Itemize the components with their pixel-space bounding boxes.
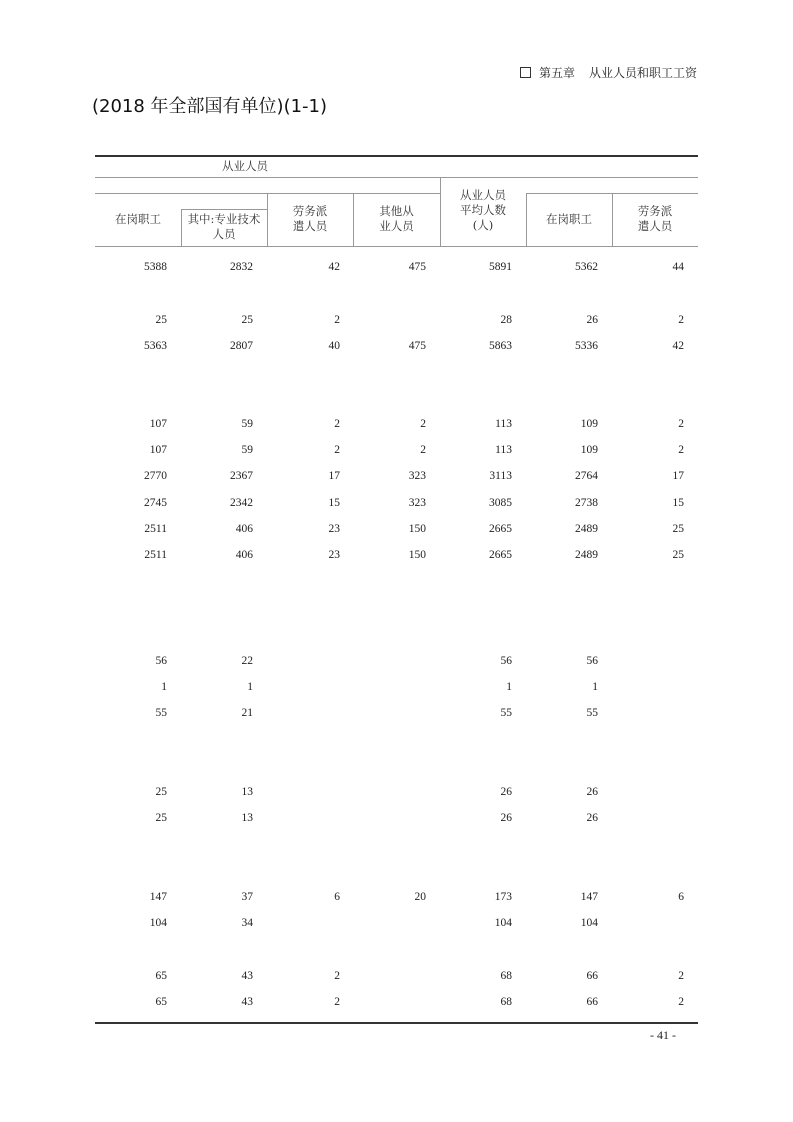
table-cell: 2770	[144, 470, 167, 482]
table-cell: 475	[408, 340, 426, 352]
table-cell: 475	[408, 261, 426, 273]
table-cell: 44	[672, 261, 684, 273]
table-row	[95, 891, 698, 907]
table-cell: 2	[334, 996, 340, 1008]
table-cell: 15	[328, 497, 340, 509]
table-row	[95, 917, 698, 933]
table-cell: 2807	[230, 340, 253, 352]
table-cell: 56	[500, 655, 512, 667]
table-cell: 28	[500, 314, 512, 326]
table-cell: 68	[500, 970, 512, 982]
table-row	[95, 261, 698, 277]
table-cell: 104	[580, 917, 598, 929]
table-cell: 2745	[144, 497, 167, 509]
table-cell: 2	[678, 970, 684, 982]
table-row	[95, 314, 698, 330]
column-header-line: 在岗职工	[546, 212, 592, 226]
table-cell: 2489	[575, 523, 598, 535]
table-cell: 323	[408, 470, 426, 482]
table-cell: 2511	[144, 549, 167, 561]
table-cell: 17	[328, 470, 340, 482]
table-cell: 2832	[230, 261, 253, 273]
table-cell: 1	[506, 681, 512, 693]
table-cell: 2	[334, 444, 340, 456]
table-bottom-rule	[95, 1022, 698, 1024]
table-cell: 406	[235, 523, 253, 535]
table-cell: 104	[149, 917, 167, 929]
column-header	[181, 212, 267, 242]
table-cell: 2	[420, 418, 426, 430]
table-cell: 2	[678, 314, 684, 326]
table-cell: 113	[495, 444, 512, 456]
column-header	[440, 188, 526, 233]
table-cell: 37	[241, 891, 253, 903]
table-cell: 25	[241, 314, 253, 326]
table-cell: 55	[500, 707, 512, 719]
table-cell: 15	[672, 497, 684, 509]
table-row	[95, 497, 698, 513]
table-cell: 2	[678, 444, 684, 456]
page-title: (2018 年全部国有单位)(1-1)	[92, 96, 328, 117]
table-cell: 2342	[230, 497, 253, 509]
table-top-rule	[95, 155, 698, 157]
table-cell: 25	[672, 523, 684, 535]
table-cell: 23	[328, 549, 340, 561]
table-cell: 5336	[575, 340, 598, 352]
table-cell: 56	[586, 655, 598, 667]
table-cell: 2367	[230, 470, 253, 482]
table-cell: 21	[241, 707, 253, 719]
table-cell: 25	[155, 314, 167, 326]
subbox-top-rule	[181, 209, 267, 210]
table-cell: 26	[500, 786, 512, 798]
table-cell: 13	[241, 812, 253, 824]
table-row	[95, 470, 698, 486]
table-cell: 43	[241, 996, 253, 1008]
table-cell: 5863	[489, 340, 512, 352]
table-cell: 65	[155, 996, 167, 1008]
table-cell: 2489	[575, 549, 598, 561]
table-cell: 23	[328, 523, 340, 535]
table-row	[95, 340, 698, 356]
table-cell: 43	[241, 970, 253, 982]
table-row	[95, 681, 698, 697]
table-cell: 65	[155, 970, 167, 982]
table-cell: 55	[586, 707, 598, 719]
column-header-line: 劳务派	[637, 204, 673, 218]
column-header-line: 其中:专业技术	[187, 212, 261, 226]
table-row	[95, 996, 698, 1012]
column-header-line: 业人员	[379, 219, 414, 233]
chapter-title: 从业人员和职工工资	[588, 66, 697, 80]
table-cell: 20	[414, 891, 426, 903]
table-cell: 66	[586, 996, 598, 1008]
column-header-line: 从业人员	[460, 188, 506, 202]
column-header-line: 人员	[212, 227, 236, 241]
table-cell: 66	[586, 970, 598, 982]
table-cell: 25	[155, 812, 167, 824]
column-header	[353, 204, 440, 234]
table-cell: 40	[328, 340, 340, 352]
table-cell: 26	[500, 812, 512, 824]
table-cell: 2	[678, 996, 684, 1008]
table-cell: 2	[678, 418, 684, 430]
table-row	[95, 523, 698, 539]
table-cell: 2738	[575, 497, 598, 509]
group-header: 从业人员	[222, 159, 268, 173]
table-cell: 2	[334, 418, 340, 430]
table-cell: 109	[580, 444, 598, 456]
table-cell: 13	[241, 786, 253, 798]
table-cell: 2511	[144, 523, 167, 535]
table-cell: 59	[241, 444, 253, 456]
column-header	[267, 204, 353, 234]
table-cell: 5891	[489, 261, 512, 273]
table-cell: 406	[235, 549, 253, 561]
column-header-line: 在岗职工	[115, 212, 161, 226]
table-cell: 42	[672, 340, 684, 352]
table-cell: 323	[408, 497, 426, 509]
table-cell: 68	[500, 996, 512, 1008]
table-cell: 5388	[144, 261, 167, 273]
table-row	[95, 418, 698, 434]
table-row	[95, 444, 698, 460]
table-cell: 26	[586, 786, 598, 798]
table-cell: 6	[678, 891, 684, 903]
table-cell: 1	[592, 681, 598, 693]
table-cell: 5362	[575, 261, 598, 273]
table-cell: 104	[494, 917, 512, 929]
table-cell: 2	[334, 314, 340, 326]
table-row	[95, 707, 698, 723]
table-cell: 109	[580, 418, 598, 430]
table-cell: 59	[241, 418, 253, 430]
table-cell: 56	[155, 655, 167, 667]
column-header-line: 遣人员	[292, 219, 328, 233]
header-bottom-rule	[95, 246, 698, 247]
table-cell: 147	[580, 891, 598, 903]
table-cell: 17	[672, 470, 684, 482]
column-header	[612, 204, 698, 234]
table-cell: 26	[586, 812, 598, 824]
table-cell: 25	[672, 549, 684, 561]
table-cell: 55	[155, 707, 167, 719]
table-cell: 107	[149, 418, 167, 430]
column-header	[526, 212, 612, 227]
table-cell: 150	[408, 523, 426, 535]
table-cell: 2665	[489, 549, 512, 561]
square-icon	[520, 67, 531, 78]
table-cell: 113	[495, 418, 512, 430]
chapter-number: 第五章	[538, 66, 575, 80]
table-cell: 6	[334, 891, 340, 903]
column-header-line: 遣人员	[637, 219, 673, 233]
table-cell: 107	[149, 444, 167, 456]
table-cell: 2	[420, 444, 426, 456]
table-cell: 147	[149, 891, 167, 903]
table-row	[95, 812, 698, 828]
table-row	[95, 655, 698, 671]
table-cell: 42	[328, 261, 340, 273]
table-cell: 22	[241, 655, 253, 667]
table-row	[95, 970, 698, 986]
table-cell: 2764	[575, 470, 598, 482]
table-cell: 25	[155, 786, 167, 798]
table-cell: 3113	[489, 470, 512, 482]
table-cell: 34	[241, 917, 253, 929]
table-cell: 2665	[489, 523, 512, 535]
table-cell: 3085	[489, 497, 512, 509]
table-row	[95, 549, 698, 565]
table-cell: 1	[247, 681, 253, 693]
chapter-header	[520, 64, 697, 81]
table-cell: 150	[408, 549, 426, 561]
table-cell: 173	[494, 891, 512, 903]
table-row	[95, 786, 698, 802]
column-header-line: 劳务派	[292, 204, 328, 218]
column-header-line: 其他从	[379, 204, 414, 218]
table-cell: 5363	[144, 340, 167, 352]
column-header-line: 平均人数	[460, 203, 506, 217]
column-header	[95, 212, 181, 227]
column-header-line: (人)	[472, 218, 494, 232]
page-number: - 41 -	[650, 1028, 676, 1042]
table-cell: 26	[586, 314, 598, 326]
table-cell: 2	[334, 970, 340, 982]
table-cell: 1	[161, 681, 167, 693]
group-header-rule	[95, 177, 698, 178]
